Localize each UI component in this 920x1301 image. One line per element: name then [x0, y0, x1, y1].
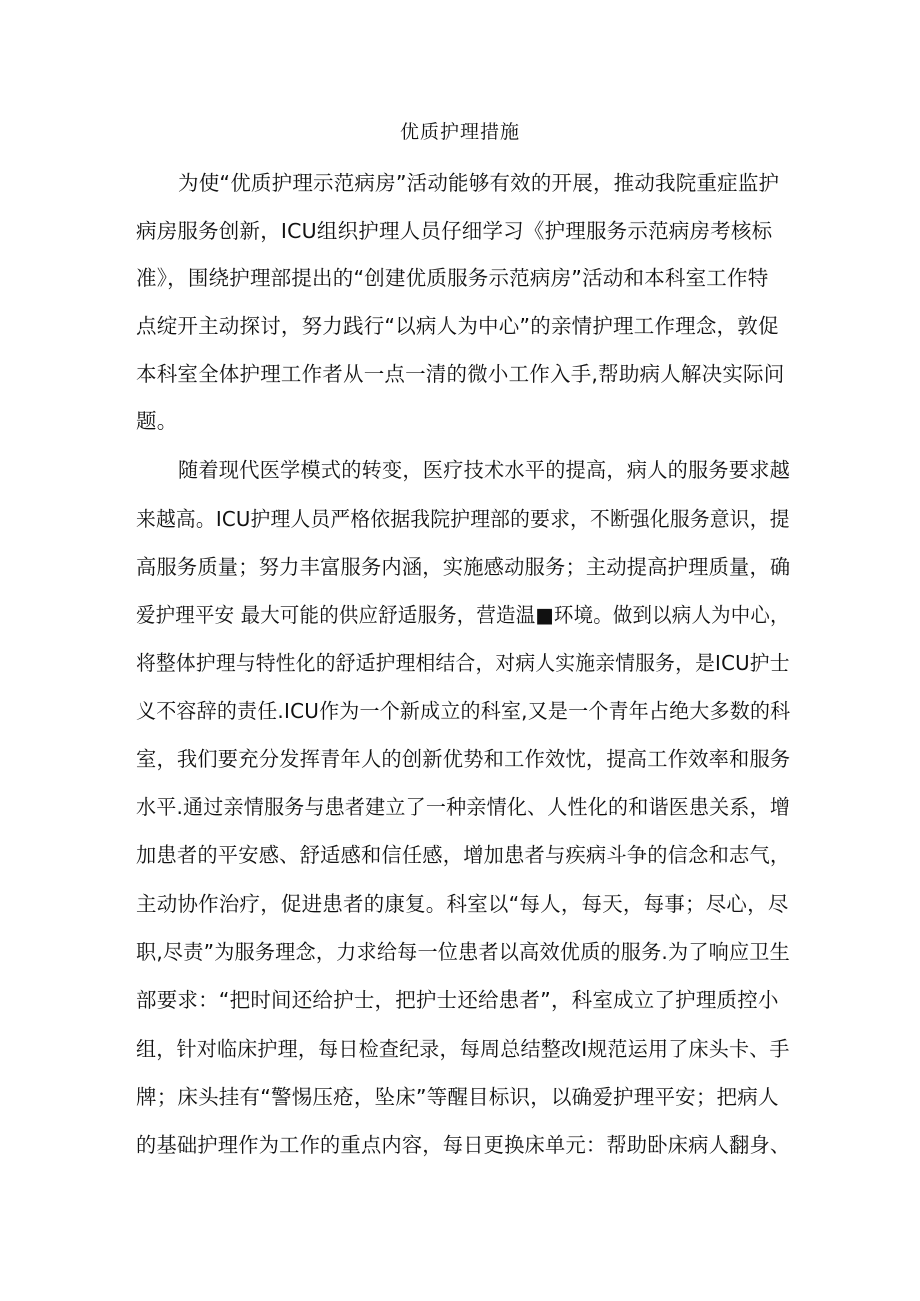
document-title: 优质护理措施 — [399, 121, 520, 143]
paragraph-2-line-6: 义不容辞的责任.ICU作为一个新成立的科室,又是一个青年占绝大多数的科 — [136, 699, 791, 723]
paragraph-2-line-5: 将整体护理与特性化的舒适护理相结合，对病人实施亲情服务，是ICU护士 — [136, 651, 790, 675]
paragraph-2-line-11: 职,尽责”为服务理念，力求给每一位患者以高效优质的服务.为了响应卫生 — [136, 940, 790, 964]
paragraph-2-line-8: 水平.通过亲情服务与患者建立了一种亲情化、人性化的和谐医患关系，增 — [136, 795, 791, 819]
paragraph-2-line-4: 爱护理平安 最大可能的供应舒适服务，营造温■环境。做到以病人为中心， — [136, 603, 790, 627]
paragraph-1-line-3: 准》，围绕护理部提出的“创建优质服务示范病房”活动和本科室工作特 — [136, 266, 769, 290]
paragraph-1-line-5: 本科室全体护理工作者从一点一清的微小工作入手,帮助病人解决实际问 — [136, 362, 785, 386]
paragraph-2-line-14: 牌；床头挂有“警惕压疮，坠床”等醒目标识，以确爱护理平安；把病人 — [136, 1085, 779, 1109]
paragraph-1-line-6: 题。 — [136, 409, 178, 433]
paragraph-2-line-9: 加患者的平安感、舒适感和信任感，增加患者与疾病斗争的信念和志气， — [136, 843, 791, 867]
paragraph-2-line-13: 组，针对临床护理，每日检查纪录，每周总结整改I规范运用了床头卡、手 — [136, 1037, 790, 1061]
paragraph-2-line-7: 室，我们要充分发挥青年人的创新优势和工作效忱，提高工作效率和服务 — [136, 747, 791, 771]
paragraph-2-line-2: 来越高。ICU护理人员严格依据我院护理部的要求，不断强化服务意识，提 — [136, 507, 790, 531]
paragraph-2-line-12: 部要求：“把时间还给护士，把护士还给患者”，科室成立了护理质控小 — [136, 988, 779, 1012]
paragraph-2-line-15: 的基础护理作为工作的重点内容，每日更换床单元：帮助卧床病人翻身、 — [136, 1133, 791, 1157]
paragraph-2-line-10: 主动协作治疗，促进患者的康复。科室以“每人，每天，每事；尽心，尽 — [136, 892, 789, 916]
paragraph-2-line-3: 高服务质量；努力丰富服务内涵，实施感动服务；主动提高护理质量，确 — [136, 555, 791, 579]
paragraph-1-line-1: 为使“优质护理示范病房”活动能够有效的开展，推动我院重症监护 — [178, 171, 780, 195]
paragraph-1-line-2: 病房服务创新，ICU组织护理人员仔细学习《护理服务示范病房考核标 — [136, 219, 773, 243]
paragraph-1-line-4: 点绽开主动探讨，努力践行“以病人为中心”的亲情护理工作理念，敦促 — [136, 314, 779, 338]
paragraph-2-line-1: 随着现代医学模式的转变，医疗技术水平的提高，病人的服务要求越 — [178, 458, 790, 482]
